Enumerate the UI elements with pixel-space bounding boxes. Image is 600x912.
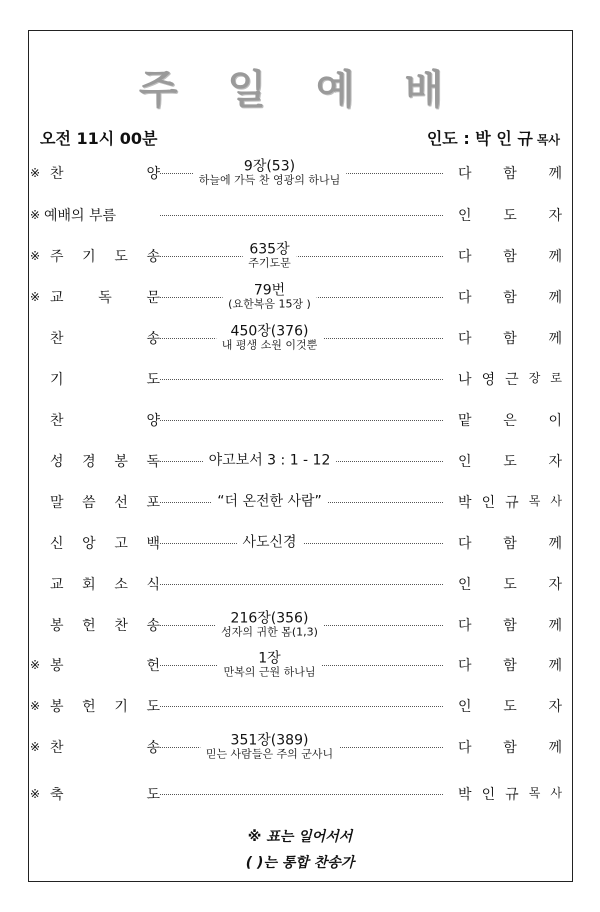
service-item: [44, 163, 160, 183]
person-char: 자: [548, 208, 562, 224]
detail-sub: 주기도문: [248, 256, 291, 270]
service-detail: [222, 283, 317, 310]
service-detail: [215, 611, 324, 638]
service-person: [454, 784, 562, 804]
service-item-char: 말: [50, 495, 64, 511]
service-item: [44, 737, 160, 757]
service-person: [454, 574, 562, 594]
service-item: [44, 533, 160, 553]
service-row: [30, 197, 565, 233]
person-char: 함: [503, 166, 517, 182]
dotted-leader-line: [144, 215, 443, 216]
service-item-char: 봉: [114, 454, 128, 470]
service-detail: [236, 535, 302, 550]
person-char: 사: [550, 786, 562, 800]
standing-mark: ※: [30, 166, 41, 180]
service-item-char: 경: [82, 454, 96, 470]
service-row: [30, 155, 565, 191]
service-item: [44, 287, 160, 307]
person-char: 도: [503, 208, 517, 224]
person-char: 인: [481, 787, 496, 803]
detail-sub: 내 평생 소원 이것뿐: [221, 338, 318, 352]
service-detail: [242, 242, 297, 269]
service-person: [454, 533, 562, 553]
person-char: 다: [458, 331, 472, 347]
person-char: 께: [548, 536, 562, 552]
service-item-char: 봉: [50, 618, 64, 634]
service-item: [44, 574, 160, 594]
person-char: 목: [528, 786, 541, 800]
service-item-char: 교: [50, 290, 64, 306]
leader-label: 인도 : 박 인 규: [426, 129, 533, 148]
person-char: 께: [548, 618, 562, 634]
service-row: [30, 607, 565, 643]
service-item-char: 도: [146, 699, 160, 715]
service-item: [44, 369, 160, 389]
service-item: [44, 246, 160, 266]
service-row: [30, 776, 565, 812]
service-item-char: 씀: [82, 495, 96, 511]
service-detail: [217, 651, 321, 678]
service-time: 오전 11시 00분: [40, 129, 158, 148]
person-char: 인: [458, 208, 472, 224]
service-item: [44, 492, 160, 512]
service-item-char: 선: [114, 495, 128, 511]
person-char: 함: [503, 536, 517, 552]
service-item-char: 독: [98, 290, 112, 306]
service-row: [30, 443, 565, 479]
person-char: 박: [458, 787, 472, 803]
service-detail: [193, 159, 347, 186]
service-person: [454, 246, 562, 266]
service-item: [44, 328, 160, 348]
detail-main: 9장(53): [243, 158, 296, 175]
detail-sub: 만복의 근원 하나님: [223, 665, 316, 679]
person-char: 께: [548, 331, 562, 347]
standing-mark: ※: [30, 290, 41, 304]
service-row: [30, 402, 565, 438]
service-person: [454, 287, 562, 307]
person-char: 함: [503, 740, 517, 756]
service-item-char: 송: [146, 618, 160, 634]
detail-main: 450장(376): [230, 323, 309, 340]
service-item: [44, 451, 160, 471]
service-detail: [200, 733, 339, 760]
page-title: 주 일 예 배: [138, 67, 462, 113]
service-item-char: 찬: [50, 740, 64, 756]
person-char: 도: [503, 454, 517, 470]
person-char: 자: [548, 454, 562, 470]
service-item-char: 도: [114, 249, 128, 265]
service-item-char: 찬: [50, 331, 64, 347]
service-item-char: 헌: [82, 699, 96, 715]
standing-mark: ※: [30, 249, 41, 263]
person-char: 로: [550, 371, 562, 385]
person-char: 인: [458, 577, 472, 593]
service-item: [44, 784, 160, 804]
dotted-leader-line: [144, 584, 443, 585]
person-char: 께: [548, 249, 562, 265]
service-item-char: 성: [50, 454, 64, 470]
person-char: 께: [548, 290, 562, 306]
service-item-char: 회: [82, 577, 96, 593]
service-item-char: 찬: [50, 413, 64, 429]
service-item-char: 고: [114, 536, 128, 552]
service-row: [30, 647, 565, 683]
service-row: [30, 688, 565, 724]
service-item-char: 독: [146, 454, 160, 470]
person-char: 다: [458, 290, 472, 306]
service-item-char: 기: [50, 372, 64, 388]
person-char: 자: [548, 577, 562, 593]
person-char: 박: [458, 495, 472, 511]
service-row: [30, 525, 565, 561]
leader-suffix: 목사: [536, 133, 560, 147]
service-row: [30, 484, 565, 520]
detail-sub: 성자의 귀한 몸(1,3): [221, 625, 318, 639]
person-char: 함: [503, 331, 517, 347]
detail-main: 79번: [253, 282, 286, 299]
service-item-char: 예배의 부름: [44, 208, 117, 224]
person-char: 규: [505, 787, 519, 803]
standing-mark: ※: [30, 658, 41, 672]
person-char: 인: [481, 495, 496, 511]
person-char: 다: [458, 740, 472, 756]
person-char: 인: [458, 454, 472, 470]
service-item-char: 신: [50, 536, 64, 552]
service-item: [44, 205, 160, 225]
service-row: [30, 279, 565, 315]
service-item-char: 축: [50, 787, 64, 803]
service-item-char: 식: [146, 577, 160, 593]
service-item-char: 기: [82, 249, 96, 265]
service-row: [30, 320, 565, 356]
service-detail: [211, 494, 328, 509]
standing-mark: ※: [30, 787, 41, 801]
service-item-char: 포: [146, 495, 160, 511]
dotted-leader-line: [144, 794, 443, 795]
service-item-char: 기: [114, 699, 128, 715]
service-item: [44, 615, 160, 635]
person-char: 장: [528, 371, 541, 385]
person-char: 다: [458, 536, 472, 552]
standing-mark: ※: [30, 699, 41, 713]
person-char: 자: [548, 699, 562, 715]
service-item: [44, 696, 160, 716]
person-char: 근: [505, 372, 519, 388]
service-item-char: 문: [146, 290, 160, 306]
person-char: 은: [503, 413, 517, 429]
person-char: 규: [505, 495, 519, 511]
service-person: [454, 655, 562, 675]
service-item-char: 도: [146, 372, 160, 388]
service-detail: [216, 324, 324, 351]
person-char: 께: [548, 166, 562, 182]
detail-main: 351장(389): [230, 732, 309, 749]
person-char: 이: [548, 413, 562, 429]
detail-sub: 하늘에 가득 찬 영광의 하나님: [198, 173, 341, 187]
detail-main: 1장: [258, 650, 281, 667]
person-char: 다: [458, 618, 472, 634]
service-person: [454, 696, 562, 716]
service-person: [454, 328, 562, 348]
service-item: [44, 655, 160, 675]
detail-main: 야고보서 3 : 1 - 12: [208, 452, 331, 469]
service-item-char: 도: [146, 787, 160, 803]
service-person: [454, 615, 562, 635]
service-person: [454, 451, 562, 471]
service-row: [30, 361, 565, 397]
detail-main: 216장(356): [230, 610, 309, 627]
dotted-leader-line: [144, 379, 443, 380]
standing-mark: ※: [30, 208, 41, 222]
person-char: 인: [458, 699, 472, 715]
service-item-char: 헌: [82, 618, 96, 634]
dotted-leader-line: [144, 420, 443, 421]
person-char: 사: [550, 494, 562, 508]
service-item: [44, 410, 160, 430]
service-item-char: 송: [146, 740, 160, 756]
service-row: [30, 566, 565, 602]
service-person: [454, 410, 562, 430]
detail-main: 사도신경: [242, 534, 297, 551]
service-detail: [203, 453, 337, 468]
service-person: [454, 737, 562, 757]
service-person: [454, 205, 562, 225]
detail-main: 635장: [249, 241, 290, 258]
dotted-leader-line: [144, 706, 443, 707]
service-item-char: 송: [146, 249, 160, 265]
detail-main: “더 온전한 사람”: [217, 493, 322, 510]
person-char: 도: [503, 577, 517, 593]
service-item-char: 봉: [50, 699, 64, 715]
person-char: 함: [503, 658, 517, 674]
service-leader: [427, 126, 560, 149]
service-item-char: 찬: [50, 166, 64, 182]
service-person: [454, 369, 562, 389]
person-char: 께: [548, 740, 562, 756]
standing-mark: ※: [30, 740, 41, 754]
service-person: [454, 492, 562, 512]
service-item-char: 송: [146, 331, 160, 347]
service-item-char: 주: [50, 249, 64, 265]
service-item-char: 백: [146, 536, 160, 552]
detail-sub: (요한복음 15장 ): [228, 297, 311, 311]
service-item-char: 교: [50, 577, 64, 593]
service-person: [454, 163, 562, 183]
service-item-char: 양: [146, 413, 160, 429]
person-char: 함: [503, 249, 517, 265]
footnote-hymnal: ( )는 통합 찬송가: [245, 855, 355, 871]
person-char: 도: [503, 699, 517, 715]
service-item-char: 소: [114, 577, 128, 593]
detail-sub: 믿는 사람들은 주의 군사니: [205, 747, 334, 761]
person-char: 맡: [458, 413, 472, 429]
service-item-char: 양: [146, 166, 160, 182]
service-row: [30, 238, 565, 274]
service-row: [30, 729, 565, 765]
person-char: 목: [528, 494, 541, 508]
person-char: 다: [458, 166, 472, 182]
service-item-char: 찬: [114, 618, 128, 634]
service-item-char: 앙: [82, 536, 96, 552]
person-char: 나: [458, 372, 472, 388]
person-char: 다: [458, 658, 472, 674]
person-char: 함: [503, 618, 517, 634]
person-char: 다: [458, 249, 472, 265]
service-item-char: 헌: [146, 658, 160, 674]
person-char: 함: [503, 290, 517, 306]
service-item-char: 봉: [50, 658, 64, 674]
person-char: 영: [481, 372, 496, 388]
person-char: 께: [548, 658, 562, 674]
footnote-standing: ※ 표는 일어서서: [247, 829, 353, 845]
